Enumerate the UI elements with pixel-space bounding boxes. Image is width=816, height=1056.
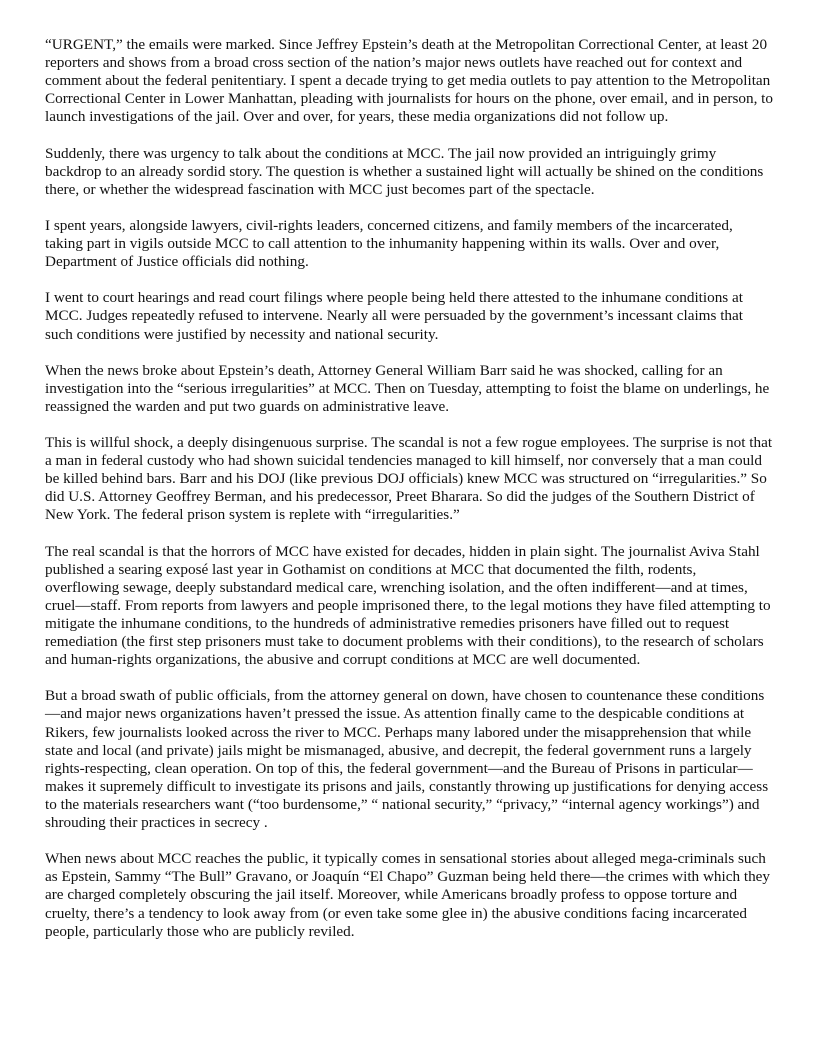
paragraph: When news about MCC reaches the public, it typically comes in sensational stories about alleged mega-criminals such as Epstein, Sammy “The Bull” Gravano, or Joaquín “El Chapo” Guzman being held there—the crimes with which they are charged completely obscuring the jail itself. Moreover, while Americans broadly profess to oppose torture and cruelty, there’s a tendency to look away from (or even take some glee in) the abusive conditions facing incarcerated people, particularly those who are publicly reviled.: [45, 850, 771, 940]
paragraph: Suddenly, there was urgency to talk about the conditions at MCC. The jail now provided an intriguingly grimy backdrop to an already sordid story. The question is whether a sustained light will actually be shined on the conditions there, or whether the widespread fascination with MCC just becomes part of the spectacle.: [45, 144, 764, 198]
paragraph: I went to court hearings and read court filings where people being held there attested to the inhumane conditions at MCC. Judges repeatedly refused to intervene. Nearly all were persuaded by the government’s incessant claims that such conditions were justified by necessity and national security.: [45, 289, 743, 343]
paragraph: “URGENT,” the emails were marked. Since Jeffrey Epstein’s death at the Metropolitan Correctional Center, at least 20 reporters and shows from a broad cross section of the nation’s major news outlets have reached out for context and comment about the federal penitentiary. I spent a decade trying to get media outlets to pay attention to the Metropolitan Correctional Center in Lower Manhattan, pleading with journalists for hours on the phone, over email, and in person, to launch investigations of the jail. Over and over, for years, these media organizations did not follow up.: [45, 36, 773, 126]
paragraph: This is willful shock, a deeply disingenuous surprise. The scandal is not a few rogue employees. The surprise is not that a man in federal custody who had shown suicidal tendencies managed to kill himself, nor conversely that a man could be killed behind bars. Barr and his DOJ (like previous DOJ officials) knew MCC was structured on “irregularities.” So did U.S. Attorney Geoffrey Berman, and his predecessor, Preet Bharara. So did the judges of the Southern District of New York. The federal prison system is replete with “irregularities.”: [45, 434, 773, 524]
paragraph: But a broad swath of public officials, from the attorney general on down, have chosen to countenance these conditions—and major news organizations haven’t pressed the issue. As attention finally came to the despicable conditions at Rikers, few journalists looked across the river to MCC. Perhaps many labored under the misapprehension that while state and local (and private) jails might be mismanaged, abusive, and decrepit, the federal government runs a largely rights-respecting, clean operation. On top of this, the federal government—and the Bureau of Prisons in particular—makes it supremely difficult to investigate its prisons and jails, constantly throwing up justifications for denying access to the materials researchers want (“too burdensome,” “ national security,” “privacy,” “internal agency workings”) and shrouding their practices in secrecy .: [45, 687, 769, 832]
paragraph: The real scandal is that the horrors of MCC have existed for decades, hidden in plain sight. The journalist Aviva Stahl published a searing exposé last year in Gothamist on conditions at MCC that documented the filth, rodents, overflowing sewage, deeply substandard medical care, wrenching isolation, and the often indifferent—and at times, cruel—staff. From reports from lawyers and people imprisoned there, to the legal motions they have filed attempting to mitigate the inhumane conditions, to the hundreds of administrative remedies prisoners have filled out to request remediation (the first step prisoners must take to document problems with their conditions), to the research of scholars and human-rights organizations, the abusive and corrupt conditions at MCC are well documented.: [45, 542, 771, 669]
paragraph: When the news broke about Epstein’s death, Attorney General William Barr said he was shocked, calling for an investigation into the “serious irregularities” at MCC. Then on Tuesday, attempting to foist the blame on underlings, he reassigned the warden and put two guards on administrative leave.: [45, 361, 770, 415]
document-page: [45, 36, 773, 959]
paragraph: I spent years, alongside lawyers, civil-rights leaders, concerned citizens, and family members of the incarcerated, taking part in vigils outside MCC to call attention to the inhumanity happening within its walls. Over and over, Department of Justice officials did nothing.: [45, 216, 733, 271]
